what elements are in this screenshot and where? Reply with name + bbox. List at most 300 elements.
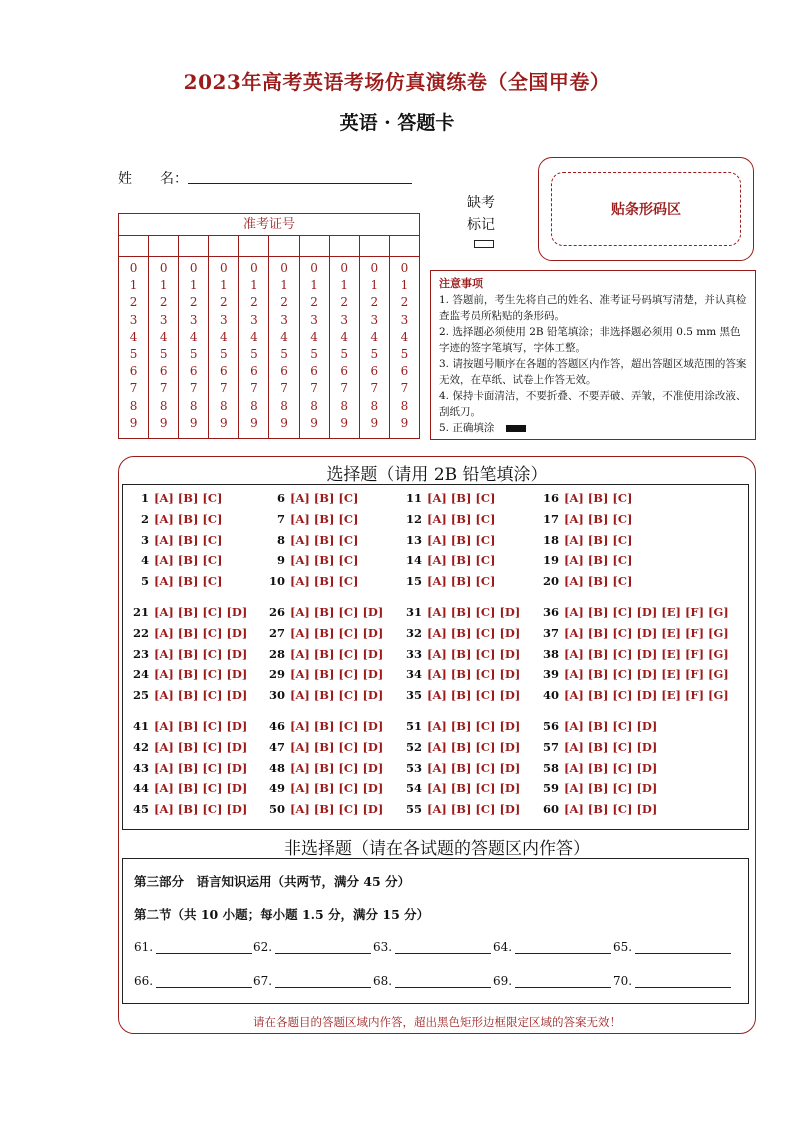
id-digit-bubble[interactable]: 2 — [159, 295, 168, 310]
id-digit-bubble[interactable]: 7 — [400, 381, 409, 396]
answer-options[interactable]: [A] [B] [C] — [427, 511, 496, 526]
id-digit-bubble[interactable]: 7 — [310, 381, 318, 396]
id-write-cell[interactable] — [330, 235, 360, 256]
id-digit-bubble[interactable]: 8 — [189, 398, 198, 413]
id-write-cell[interactable] — [179, 235, 209, 256]
id-digit-bubble[interactable]: 3 — [400, 312, 409, 327]
fill-blank — [493, 974, 611, 988]
answer-options[interactable]: [A] [B] [C] [D] — [427, 739, 521, 754]
page-title: 2023年高考英语考场仿真演练卷（全国甲卷） — [183, 70, 611, 94]
question-number: 43 — [132, 760, 149, 775]
id-digit-bubble[interactable]: 5 — [370, 347, 379, 362]
id-digit-bubble[interactable]: 4 — [220, 329, 228, 344]
answer-options[interactable]: [A] [B] [C] [D] — [290, 739, 384, 754]
id-digit-column — [269, 256, 299, 438]
mcq-question — [539, 574, 632, 588]
id-digit-bubble[interactable]: 6 — [340, 364, 349, 379]
mcq-question — [402, 802, 520, 816]
id-digit-bubble[interactable]: 0 — [370, 261, 379, 275]
mcq-question — [402, 781, 520, 795]
mcq-question — [129, 740, 247, 754]
question-number: 48 — [268, 760, 285, 775]
answer-options[interactable]: [A] [B] [C] [D] — [290, 625, 384, 640]
id-digit-bubble[interactable]: 4 — [250, 329, 258, 344]
question-number: 30 — [268, 688, 285, 703]
question-number: 32 — [405, 625, 422, 640]
id-digit-bubble[interactable]: 8 — [400, 398, 409, 413]
id-digit-bubble[interactable]: 0 — [400, 261, 409, 275]
question-number: 9 — [276, 553, 285, 568]
id-write-cell[interactable] — [239, 235, 269, 256]
mcq-question — [402, 553, 495, 567]
mcq-question — [265, 781, 383, 795]
id-digit-bubble[interactable]: 8 — [220, 398, 228, 413]
absent-mark-box[interactable] — [474, 240, 494, 248]
question-number: 45 — [132, 802, 149, 817]
id-digit-bubble[interactable]: 3 — [250, 312, 258, 327]
mcq-question — [265, 605, 383, 619]
id-digit-bubble[interactable]: 6 — [220, 364, 228, 379]
fill-blank — [493, 940, 611, 954]
id-digit-bubble[interactable]: 5 — [159, 347, 168, 362]
question-number: 38 — [542, 646, 559, 661]
answer-options[interactable]: [A] [B] [C] [D] — [154, 605, 248, 619]
id-digit-bubble[interactable]: 2 — [400, 295, 409, 310]
question-number: 47 — [268, 739, 285, 754]
id-digit-bubble[interactable]: 1 — [310, 278, 318, 293]
answer-options[interactable]: [A] [B] [C] [D] — [290, 688, 384, 703]
mcq-question — [402, 512, 495, 526]
answer-options[interactable]: [A] [B] [C] — [427, 532, 496, 547]
question-number: 8 — [276, 532, 285, 547]
answer-options[interactable]: [A] [B] [C] — [427, 574, 496, 589]
id-digit-bubble[interactable]: 8 — [340, 398, 349, 413]
answer-options[interactable]: [A] [B] [C] [D] — [290, 719, 384, 733]
answer-options[interactable]: [A] [B] [C] — [154, 532, 223, 547]
part3-title: 第三部分 语言知识运用（共两节，满分 45 分） — [134, 874, 411, 889]
mcq-question — [129, 667, 247, 681]
id-digit-bubble[interactable]: 0 — [310, 261, 318, 275]
id-digit-bubble[interactable]: 5 — [400, 347, 409, 362]
id-digit-bubble[interactable]: 6 — [189, 364, 198, 379]
notes-item-fill-example: 5. 正确填涂 — [439, 420, 747, 436]
answer-options[interactable]: [A] [B] [C] — [564, 553, 633, 568]
id-write-cell[interactable] — [209, 235, 239, 256]
page-subtitle: 英语 · 答题卡 — [339, 112, 455, 134]
id-write-cell[interactable] — [149, 235, 179, 256]
answer-options[interactable]: [A] [B] [C] [D] — [154, 719, 248, 733]
answer-options[interactable]: [A] [B] [C] [D] [E] [F] [G] — [564, 625, 729, 640]
id-digit-column — [390, 256, 419, 438]
question-number: 20 — [542, 574, 559, 589]
mcq-question — [402, 761, 520, 775]
mcq-question — [402, 740, 520, 754]
mcq-question — [402, 719, 520, 733]
answer-options[interactable]: [A] [B] [C] — [290, 532, 359, 547]
id-digit-bubble[interactable]: 1 — [370, 278, 379, 293]
id-digit-bubble[interactable]: 7 — [220, 381, 228, 396]
id-digit-bubble[interactable]: 3 — [280, 312, 288, 327]
id-digit-bubble[interactable]: 3 — [310, 312, 318, 327]
answer-options[interactable]: [A] [B] [C] [D] — [154, 625, 248, 640]
footer-warning: 请在各题目的答题区域内作答，超出黑色矩形边框限定区域的答案无效！ — [253, 1015, 621, 1029]
exam-id-digit-columns — [119, 256, 419, 438]
answer-options[interactable]: [A] [B] [C] [D] — [290, 802, 384, 817]
answer-options[interactable]: [A] [B] [C] [D] — [154, 781, 248, 796]
answer-options[interactable]: [A] [B] [C] [D] — [564, 739, 658, 754]
id-digit-bubble[interactable]: 5 — [280, 347, 288, 362]
mcq-question — [129, 761, 247, 775]
mcq-question — [129, 719, 247, 733]
mcq-question — [265, 740, 383, 754]
answer-options[interactable]: [A] [B] [C] — [564, 574, 633, 589]
blank-line[interactable] — [515, 941, 611, 954]
answer-options[interactable]: [A] [B] [C] [D] — [427, 605, 521, 619]
id-digit-bubble[interactable]: 4 — [189, 329, 198, 344]
blank-number: 67. — [253, 974, 273, 988]
mcq-question — [402, 647, 520, 661]
id-digit-bubble[interactable]: 1 — [250, 278, 258, 293]
id-digit-bubble[interactable]: 8 — [250, 398, 258, 413]
question-number: 26 — [268, 605, 285, 619]
id-digit-bubble[interactable]: 7 — [189, 381, 198, 396]
id-digit-bubble[interactable]: 5 — [250, 347, 258, 362]
notes-item: 3. 请按题号顺序在各题的答题区内作答，超出答题区域范围的答案无效，在草纸、试卷上作答无效。 — [439, 358, 747, 386]
barcode-area: 贴条形码区 — [551, 172, 741, 246]
id-digit-bubble[interactable]: 1 — [159, 278, 168, 293]
absent-label — [460, 192, 502, 236]
id-digit-bubble[interactable]: 0 — [159, 261, 168, 275]
blank-number: 68. — [373, 974, 393, 988]
answer-options[interactable]: [A] [B] [C] [D] — [427, 667, 521, 682]
question-number: 50 — [268, 802, 285, 817]
blank-number: 62. — [253, 940, 273, 954]
id-digit-column — [209, 256, 239, 438]
id-digit-bubble[interactable]: 1 — [280, 278, 288, 293]
mcq-question — [265, 574, 358, 588]
name-label: 姓 名： — [118, 171, 188, 187]
answer-options[interactable]: [A] [B] [C] — [290, 511, 359, 526]
id-digit-bubble[interactable]: 7 — [250, 381, 258, 396]
id-digit-bubble[interactable]: 0 — [340, 261, 349, 275]
mcq-question — [129, 512, 222, 526]
answer-options[interactable]: [A] [B] [C] — [290, 553, 359, 568]
answer-options[interactable]: [A] [B] [C] [D] — [564, 802, 658, 817]
answer-options[interactable]: [A] [B] [C] [D] — [154, 739, 248, 754]
question-number: 3 — [140, 532, 149, 547]
id-write-cell[interactable] — [390, 235, 419, 256]
answer-options[interactable]: [A] [B] [C] [D] — [427, 625, 521, 640]
question-number: 18 — [542, 532, 559, 547]
id-digit-bubble[interactable]: 6 — [280, 364, 288, 379]
blank-line[interactable] — [635, 975, 731, 988]
blank-number: 64. — [493, 940, 513, 954]
question-number: 4 — [140, 553, 149, 568]
mcq-question — [539, 647, 729, 661]
id-digit-bubble[interactable]: 2 — [250, 295, 258, 310]
blank-line[interactable] — [635, 941, 731, 954]
answer-options[interactable]: [A] [B] [C] — [564, 532, 633, 547]
id-digit-bubble[interactable]: 7 — [159, 381, 168, 396]
answer-options[interactable]: [A] [B] [C] [D] — [154, 646, 248, 661]
mcq-question — [129, 605, 247, 619]
question-number: 14 — [405, 553, 422, 568]
id-write-cell[interactable] — [269, 235, 299, 256]
answer-options[interactable]: [A] [B] [C] — [154, 511, 223, 526]
mcq-question — [129, 688, 247, 702]
mcq-question — [539, 667, 729, 681]
blank-number: 66. — [134, 974, 154, 988]
id-digit-bubble[interactable]: 9 — [370, 415, 379, 430]
answer-options[interactable]: [A] [B] [C] [D] [E] [F] [G] — [564, 605, 729, 619]
id-digit-bubble[interactable]: 8 — [370, 398, 379, 413]
answer-options[interactable]: [A] [B] [C] — [154, 574, 223, 589]
mcq-question — [539, 605, 729, 619]
answer-options[interactable]: [A] [B] [C] — [427, 553, 496, 568]
question-number: 51 — [405, 719, 422, 733]
id-digit-bubble[interactable]: 3 — [340, 312, 349, 327]
question-number: 28 — [268, 646, 285, 661]
question-number: 11 — [405, 491, 422, 505]
id-digit-bubble[interactable]: 1 — [340, 278, 349, 293]
id-digit-bubble[interactable]: 8 — [280, 398, 288, 413]
name-field[interactable] — [188, 182, 412, 184]
mcq-question — [129, 574, 222, 588]
answer-options[interactable]: [A] [B] [C] [D] [E] [F] [G] — [564, 646, 729, 661]
id-digit-bubble[interactable]: 2 — [340, 295, 349, 310]
id-digit-bubble[interactable]: 2 — [129, 295, 138, 310]
answer-options[interactable]: [A] [B] [C] — [564, 491, 633, 505]
filled-mark-example — [506, 425, 526, 432]
mcq-answer-box — [122, 484, 749, 830]
answer-options[interactable]: [A] [B] [C] [D] — [290, 760, 384, 775]
id-digit-bubble[interactable]: 8 — [159, 398, 168, 413]
notes-item: 4. 保持卡面清洁，不要折叠、不要弄破、弄皱，不准使用涂改液、刮纸刀。 — [439, 390, 747, 418]
mcq-question — [539, 740, 657, 754]
id-digit-column — [300, 256, 330, 438]
id-digit-bubble[interactable]: 6 — [370, 364, 379, 379]
blank-line[interactable] — [515, 975, 611, 988]
fill-blank — [134, 974, 252, 988]
mcq-question — [265, 802, 383, 816]
question-number: 53 — [405, 760, 422, 775]
id-digit-bubble[interactable]: 2 — [280, 295, 288, 310]
mcq-question — [265, 491, 358, 505]
id-digit-bubble[interactable]: 1 — [400, 278, 409, 293]
mcq-question — [265, 553, 358, 567]
id-digit-bubble[interactable]: 3 — [159, 312, 168, 327]
question-number: 57 — [542, 739, 559, 754]
notes-item: 1. 答题前，考生先将自己的姓名、准考证号码填写清楚，并认真检查监考员所粘贴的条形码。 — [439, 294, 747, 322]
answer-options[interactable]: [A] [B] [C] [D] — [154, 760, 248, 775]
question-number: 54 — [405, 781, 422, 796]
id-digit-bubble[interactable]: 9 — [400, 415, 409, 430]
exam-id-write-cells — [119, 235, 419, 257]
mcq-title: 选择题（请用 2B 铅笔填涂） — [326, 465, 548, 485]
id-digit-bubble[interactable]: 5 — [340, 347, 349, 362]
id-write-cell[interactable] — [300, 235, 330, 256]
mcq-question — [539, 781, 657, 795]
id-digit-bubble[interactable]: 4 — [310, 329, 318, 344]
mcq-question — [265, 626, 383, 640]
answer-options[interactable]: [A] [B] [C] — [427, 491, 496, 505]
mcq-question — [539, 688, 729, 702]
id-digit-bubble[interactable]: 0 — [189, 261, 198, 275]
id-digit-bubble[interactable]: 4 — [129, 329, 138, 344]
id-digit-bubble[interactable]: 3 — [220, 312, 228, 327]
answer-options[interactable]: [A] [B] [C] [D] — [427, 802, 521, 817]
mcq-question — [539, 553, 632, 567]
id-digit-bubble[interactable]: 5 — [310, 347, 318, 362]
answer-options[interactable]: [A] [B] [C] [D] — [290, 781, 384, 796]
id-digit-column — [149, 256, 179, 438]
id-digit-bubble[interactable]: 9 — [280, 415, 288, 430]
id-digit-bubble[interactable]: 6 — [400, 364, 409, 379]
question-number: 19 — [542, 553, 559, 568]
blank-line[interactable] — [395, 941, 491, 954]
answer-options[interactable]: [A] [B] [C] [D] — [290, 667, 384, 682]
id-digit-bubble[interactable]: 5 — [129, 347, 138, 362]
notes-item: 2. 选择题必须使用 2B 铅笔填涂；非选择题必须用 0.5 mm 黑色字迹的签字笔填写，字体工整。 — [439, 326, 741, 354]
question-number: 7 — [276, 511, 285, 526]
blank-line[interactable] — [156, 975, 252, 988]
id-digit-bubble[interactable]: 6 — [250, 364, 258, 379]
answer-options[interactable]: [A] [B] [C] [D] — [290, 646, 384, 661]
answer-options[interactable]: [A] [B] [C] — [290, 491, 359, 505]
id-digit-bubble[interactable]: 2 — [189, 295, 198, 310]
question-number: 33 — [405, 646, 422, 661]
exam-id-grid — [118, 213, 420, 439]
fill-blank — [613, 974, 731, 988]
id-digit-bubble[interactable]: 2 — [310, 295, 318, 310]
mcq-question — [539, 491, 632, 505]
answer-options[interactable]: [A] [B] [C] [D] — [427, 781, 521, 796]
id-digit-bubble[interactable]: 8 — [129, 398, 138, 413]
answer-options[interactable]: [A] [B] [C] [D] [E] [F] [G] — [564, 688, 729, 703]
id-digit-bubble[interactable]: 3 — [189, 312, 198, 327]
blank-line[interactable] — [275, 975, 371, 988]
answer-options[interactable]: [A] [B] [C] [D] [E] [F] [G] — [564, 667, 729, 682]
answer-options[interactable]: [A] [B] [C] — [154, 491, 223, 505]
id-digit-bubble[interactable]: 0 — [280, 261, 288, 275]
id-digit-bubble[interactable]: 4 — [280, 329, 288, 344]
mcq-question — [539, 719, 657, 733]
question-number: 60 — [542, 802, 559, 817]
mcq-question — [539, 761, 657, 775]
id-digit-bubble[interactable]: 6 — [129, 364, 138, 379]
fill-blank — [373, 940, 491, 954]
id-write-cell[interactable] — [360, 235, 390, 256]
answer-options[interactable]: [A] [B] [C] — [154, 553, 223, 568]
answer-options[interactable]: [A] [B] [C] [D] — [427, 719, 521, 733]
id-write-cell[interactable] — [119, 235, 149, 256]
question-number: 1 — [140, 491, 149, 505]
question-number: 52 — [405, 739, 422, 754]
answer-options[interactable]: [A] [B] [C] [D] — [564, 760, 658, 775]
answer-options[interactable]: [A] [B] [C] [D] — [427, 688, 521, 703]
id-digit-bubble[interactable]: 1 — [220, 278, 228, 293]
answer-options[interactable]: [A] [B] [C] — [564, 511, 633, 526]
blank-line[interactable] — [395, 975, 491, 988]
answer-options[interactable]: [A] [B] [C] [D] — [564, 719, 658, 733]
question-number: 12 — [405, 511, 422, 526]
id-digit-bubble[interactable]: 0 — [220, 261, 228, 275]
mcq-question — [402, 574, 495, 588]
answer-options[interactable]: [A] [B] [C] [D] — [290, 605, 384, 619]
answer-options[interactable]: [A] [B] [C] [D] — [564, 781, 658, 796]
id-digit-bubble[interactable]: 9 — [340, 415, 349, 430]
blank-number: 63. — [373, 940, 393, 954]
id-digit-bubble[interactable]: 4 — [370, 329, 379, 344]
id-digit-bubble[interactable]: 4 — [400, 329, 409, 344]
answer-options[interactable]: [A] [B] [C] [D] — [154, 667, 248, 682]
question-number: 56 — [542, 719, 559, 733]
id-digit-bubble[interactable]: 1 — [129, 278, 138, 293]
answer-options[interactable]: [A] [B] [C] [D] — [154, 802, 248, 817]
id-digit-bubble[interactable]: 4 — [340, 329, 349, 344]
question-number: 34 — [405, 667, 422, 682]
id-digit-bubble[interactable]: 3 — [370, 312, 379, 327]
id-digit-bubble[interactable]: 0 — [250, 261, 258, 275]
fill-blank — [253, 940, 371, 954]
mcq-question — [402, 667, 520, 681]
id-digit-bubble[interactable]: 0 — [129, 261, 138, 275]
id-digit-bubble[interactable]: 9 — [129, 415, 138, 430]
id-digit-bubble[interactable]: 9 — [220, 415, 228, 430]
question-number: 55 — [405, 802, 422, 817]
id-digit-bubble[interactable]: 6 — [310, 364, 318, 379]
id-digit-bubble[interactable]: 9 — [310, 415, 318, 430]
blank-line[interactable] — [156, 941, 252, 954]
mcq-question — [129, 626, 247, 640]
answer-options[interactable]: [A] [B] [C] [D] — [154, 688, 248, 703]
question-number: 49 — [268, 781, 285, 796]
question-number: 42 — [132, 739, 149, 754]
mcq-question — [402, 491, 495, 505]
question-number: 59 — [542, 781, 559, 796]
id-digit-bubble[interactable]: 9 — [189, 415, 198, 430]
id-digit-bubble[interactable]: 2 — [220, 295, 228, 310]
answer-options[interactable]: [A] [B] [C] — [290, 574, 359, 589]
id-digit-bubble[interactable]: 5 — [220, 347, 228, 362]
blank-line[interactable] — [275, 941, 371, 954]
id-digit-column — [330, 256, 360, 438]
id-digit-bubble[interactable]: 7 — [280, 381, 288, 396]
id-digit-column — [179, 256, 209, 438]
mcq-question — [265, 533, 358, 547]
fill-blank — [134, 940, 252, 954]
id-digit-bubble[interactable]: 2 — [370, 295, 379, 310]
answer-options[interactable]: [A] [B] [C] [D] — [427, 646, 521, 661]
mcq-question — [129, 553, 222, 567]
id-digit-bubble[interactable]: 9 — [159, 415, 168, 430]
id-digit-bubble[interactable]: 7 — [340, 381, 349, 396]
id-digit-bubble[interactable]: 9 — [250, 415, 258, 430]
id-digit-bubble[interactable]: 7 — [370, 381, 379, 396]
mcq-question — [265, 647, 383, 661]
id-digit-bubble[interactable]: 6 — [159, 364, 168, 379]
id-digit-bubble[interactable]: 5 — [189, 347, 198, 362]
id-digit-bubble[interactable]: 1 — [189, 278, 198, 293]
blank-number: 69. — [493, 974, 513, 988]
id-digit-bubble[interactable]: 7 — [129, 381, 138, 396]
id-digit-bubble[interactable]: 4 — [159, 329, 168, 344]
id-digit-bubble[interactable]: 3 — [129, 312, 138, 327]
id-digit-bubble[interactable]: 8 — [310, 398, 318, 413]
blank-number: 61. — [134, 940, 154, 954]
mcq-question — [265, 761, 383, 775]
answer-options[interactable]: [A] [B] [C] [D] — [427, 760, 521, 775]
